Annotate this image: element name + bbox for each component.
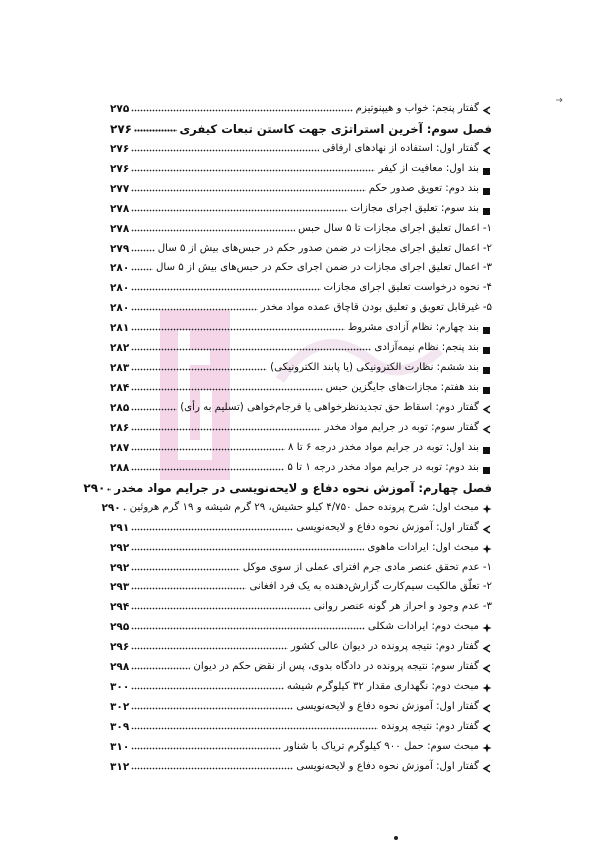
leader-dots xyxy=(131,428,321,431)
toc-page-number: ۲۸۴ xyxy=(110,382,130,395)
toc-entry-title: ۱- اعمال تعلیق اجرای مجازات تا ۵ سال حبس xyxy=(298,222,492,234)
toc-entry-title: گفتار اول: آموزش نحوه دفاع و لایحه‌نویسی xyxy=(296,701,479,713)
leader-dots xyxy=(131,548,364,551)
toc-page-number: ۲۹۳ xyxy=(110,581,130,594)
toc-page-number: ۲۹۲ xyxy=(110,561,130,574)
toc-page-number: ۳۱۲ xyxy=(110,760,130,773)
toc-page-number: ۲۸۸ xyxy=(110,461,130,474)
square-bullet-icon xyxy=(480,467,493,474)
toc-entry-row xyxy=(110,693,493,713)
leader-dots xyxy=(131,448,285,451)
square-bullet-icon xyxy=(480,367,493,374)
leader-dots xyxy=(131,627,365,630)
toc-entry-title: گفتار سوم: توبه در جرایم مواد مخدر xyxy=(324,421,479,433)
toc-entry-row xyxy=(110,414,493,434)
diamond-bullet-icon xyxy=(480,544,493,554)
toc-entry-row xyxy=(110,673,493,693)
toc-entry-row xyxy=(110,155,493,175)
toc-entry-row xyxy=(110,215,493,235)
page-footer-dot xyxy=(394,836,398,840)
toc-entry-row xyxy=(101,494,493,514)
toc-entry-title: بند دوم: تعویق صدور حکم xyxy=(368,182,479,194)
toc-entry-title: مبحث سوم: حمل ۹۰۰ کیلوگرم تریاک با شناور xyxy=(283,740,479,752)
toc-entry-title: مبحث دوم: ایرادات شکلی xyxy=(367,621,479,633)
toc-entry-title: بند سوم: تعلیق اجرای مجازات xyxy=(350,202,479,214)
toc-entry-title: ۲- تعلّق مالکیت سیم‌کارت گزارش‌دهنده به یک فرد افغانی xyxy=(249,581,492,593)
leader-dots xyxy=(123,508,127,511)
toc-entry-row xyxy=(110,753,493,773)
diamond-bullet-icon xyxy=(480,504,493,514)
toc-chapter-row xyxy=(110,115,493,135)
toc-page-number: ۲۹۰ xyxy=(101,501,121,514)
toc-entry-row xyxy=(110,653,493,673)
diamond-bullet-icon xyxy=(480,623,493,633)
arrow-bullet-icon xyxy=(480,664,493,673)
toc-entry-row xyxy=(110,374,493,394)
leader-dots xyxy=(131,647,288,650)
toc-entry-row xyxy=(110,534,493,554)
toc-entry-title: مبحث دوم: نگهداری مقدار ۳۲ کیلوگرم شیشه xyxy=(286,681,479,693)
arrow-bullet-icon xyxy=(480,106,493,115)
toc-entry-row xyxy=(110,135,493,155)
square-bullet-icon xyxy=(480,168,493,175)
toc-page-number: ۲۸۰ xyxy=(110,262,130,275)
toc-page-number: ۲۸۳ xyxy=(110,362,130,375)
toc-entry-row xyxy=(110,195,493,215)
arrow-bullet-icon xyxy=(480,764,493,773)
toc-entry-row xyxy=(110,713,493,733)
leader-dots xyxy=(131,249,155,252)
toc-entry-row xyxy=(110,514,493,534)
toc-entry-title: گفتار پنجم: خواب و هیپنوتیزم xyxy=(355,102,479,114)
toc-page-number: ۲۷۹ xyxy=(110,242,130,255)
arrow-bullet-icon xyxy=(480,525,493,534)
leader-dots xyxy=(131,568,240,571)
toc-page-number: ۲۹۵ xyxy=(110,621,130,634)
toc-entry-title: ۴- نحوه درخواست تعلیق اجرای مجازات xyxy=(323,282,492,294)
toc-page-number: ۲۹۱ xyxy=(110,521,130,534)
arrow-bullet-icon xyxy=(480,724,493,733)
toc-entry-title: بند چهارم: نظام آزادی مشروط xyxy=(347,322,479,334)
toc-page-number: ۲۸۱ xyxy=(110,322,130,335)
toc-entry-title: مبحث اول: شرح پرونده حمل ۴/۷۵۰ کیلو حشیش، ۲۹ گرم شیشه و ۱۹ گرم هروئین xyxy=(129,501,479,513)
table-of-contents xyxy=(83,95,493,773)
leader-dots xyxy=(131,368,267,371)
square-bullet-icon xyxy=(480,447,493,454)
toc-page-number: ۲۷۶ xyxy=(110,142,130,155)
toc-entry-title: گفتار دوم: نتیجه پرونده در دیوان عالی کشور xyxy=(290,641,479,653)
toc-entry-row xyxy=(110,274,493,294)
toc-entry-title: بند ششم: نظارت الکترونیکی (یا پابند الکترونیکی) xyxy=(270,362,479,374)
leader-dots xyxy=(131,388,322,391)
toc-page-number: ۲۹۰ xyxy=(83,480,106,495)
toc-entry-row xyxy=(110,554,493,574)
leader-dots xyxy=(131,268,153,271)
toc-entry-row xyxy=(110,354,493,374)
arrow-bullet-icon xyxy=(480,146,493,155)
leader-dots xyxy=(131,687,284,690)
leader-dots xyxy=(131,587,246,590)
leader-dots xyxy=(131,468,284,471)
toc-page-number: ۲۹۸ xyxy=(110,661,130,674)
square-bullet-icon xyxy=(480,387,493,394)
leader-dots xyxy=(131,229,295,232)
leader-dots xyxy=(131,209,347,212)
leader-dots xyxy=(131,667,190,670)
toc-entry-row xyxy=(110,294,493,314)
toc-page-number: ۳۰۹ xyxy=(110,721,130,733)
toc-entry-title: بند اول: توبه در جرایم مواد مخدر درجه ۶ تا ۸ xyxy=(288,441,479,453)
arrow-bullet-icon xyxy=(480,405,493,414)
toc-page-number: ۲۷۸ xyxy=(110,222,130,235)
toc-page-number: ۳۰۲ xyxy=(110,701,130,714)
toc-entry-title: گفتار دوم: اسقاط حق تجدیدنظرخواهی یا فرجام‌خواهی (تسلیم به رأی) xyxy=(180,402,479,413)
leader-dots xyxy=(131,528,293,531)
toc-page-number: ۲۷۷ xyxy=(110,182,130,195)
toc-entry-title: بند اول: معافیت از کیفر xyxy=(378,162,479,174)
toc-entry-title: گفتار دوم: نتیجه پرونده xyxy=(381,721,479,732)
toc-entry-title: ۵- غیرقابل تعویق و تعلیق بودن قاچاق عمده مواد مخدر xyxy=(260,302,492,314)
toc-entry-row xyxy=(110,334,493,354)
toc-page-number: ۲۹۲ xyxy=(110,541,130,554)
toc-entry-row xyxy=(110,574,493,594)
arrow-bullet-icon xyxy=(480,425,493,434)
leader-dots xyxy=(131,288,320,291)
toc-entry-row xyxy=(110,593,493,613)
leader-dots xyxy=(131,169,375,172)
square-bullet-icon xyxy=(480,347,493,354)
leader-dots xyxy=(131,109,352,112)
leader-dots xyxy=(131,189,365,192)
leader-dots xyxy=(131,727,378,730)
toc-entry-title: فصل سوم: آخرین استراتژی جهت کاستن تبعات کیفری xyxy=(179,121,492,136)
leader-dots xyxy=(131,149,319,152)
square-bullet-icon xyxy=(480,327,493,334)
toc-entry-title: گفتار سوم: نتیجه پرونده در دادگاه بدوی، پس از نقض حکم در دیوان xyxy=(193,661,479,673)
toc-entry-row xyxy=(110,633,493,653)
toc-entry-title: بند پنجم: نظام نیمه‌آزادی xyxy=(374,342,479,354)
toc-page-number: ۳۱۰ xyxy=(110,740,130,753)
leader-dots xyxy=(131,767,293,770)
toc-page-number: ۲۹۶ xyxy=(110,641,130,654)
toc-entry-row xyxy=(110,175,493,195)
toc-page-number: ۲۷۶ xyxy=(110,162,130,175)
diamond-bullet-icon xyxy=(480,743,493,753)
toc-chapter-row xyxy=(83,474,493,495)
toc-page-number: ۲۸۰ xyxy=(110,302,130,315)
leader-dots xyxy=(131,607,311,610)
toc-entry-row xyxy=(110,255,493,275)
toc-page-number: ۲۷۸ xyxy=(110,202,130,215)
toc-entry-row xyxy=(110,95,493,115)
toc-entry-row xyxy=(110,314,493,334)
toc-entry-title: فصل چهارم: آموزش نحوه دفاع و لایحه‌نویسی در جرایم مواد مخدر xyxy=(114,480,492,495)
leader-dots xyxy=(131,328,345,331)
toc-page-number: ۲۷۵ xyxy=(110,102,130,115)
toc-page-number: ۲۸۲ xyxy=(110,342,130,355)
toc-entry-title: ۳- عدم وجود و احراز هر گونه عنصر روانی xyxy=(313,601,492,613)
toc-entry-title: بند دوم: توبه در جرایم مواد مخدر درجه ۱ تا ۵ xyxy=(287,461,479,473)
toc-entry-row xyxy=(110,454,493,474)
toc-entry-title: بند هفتم: مجازات‌های جایگزین حبس xyxy=(325,382,479,394)
toc-entry-title: ۱- عدم تحقق عنصر مادی جرم افترای عملی از سوی موکل xyxy=(242,561,492,573)
toc-page-number: ۲۸۶ xyxy=(110,421,130,434)
arrow-bullet-icon xyxy=(480,704,493,713)
toc-entry-row xyxy=(110,613,493,633)
toc-page-number: ۲۷۶ xyxy=(110,121,132,136)
leader-dots xyxy=(131,707,293,710)
diamond-bullet-icon xyxy=(480,683,493,693)
toc-entry-row xyxy=(110,434,493,454)
leader-dots xyxy=(107,488,111,491)
toc-page-number: ۲۸۰ xyxy=(110,282,130,295)
square-bullet-icon xyxy=(480,188,493,195)
toc-entry-title: گفتار اول: آموزش نحوه دفاع و لایحه‌نویسی xyxy=(296,760,479,772)
leader-dots xyxy=(131,348,371,351)
toc-entry-row xyxy=(110,733,493,753)
toc-page-number: ۲۹۴ xyxy=(110,601,130,614)
toc-entry-title: مبحث اول: ایرادات ماهوی xyxy=(367,541,479,553)
leader-dots xyxy=(131,408,177,411)
leader-dots xyxy=(134,129,177,132)
toc-entry-row xyxy=(110,394,493,414)
toc-page-number: ۳۰۰ xyxy=(110,681,130,694)
toc-page-number: ۲۸۷ xyxy=(110,441,130,454)
leader-dots xyxy=(131,308,258,311)
square-bullet-icon xyxy=(480,208,493,215)
toc-entry-title: گفتار اول: آموزش نحوه دفاع و لایحه‌نویسی xyxy=(296,521,479,533)
toc-entry-row xyxy=(110,235,493,255)
toc-entry-title: ۳- اعمال تعلیق اجرای مجازات در ضمن اجرای حکم در حبس‌های بیش از ۵ سال xyxy=(156,262,492,274)
toc-entry-title: ۲- اعمال تعلیق اجرای مجازات در ضمن صدور حکم در حبس‌های بیش از ۵ سال xyxy=(157,242,492,254)
toc-entry-title: گفتار اول: استفاده از نهادهای ارفاقی xyxy=(322,142,479,154)
arrow-bullet-icon xyxy=(480,644,493,653)
toc-page-number: ۲۸۵ xyxy=(110,402,130,414)
leader-dots xyxy=(131,747,281,750)
corner-mark xyxy=(556,88,564,94)
